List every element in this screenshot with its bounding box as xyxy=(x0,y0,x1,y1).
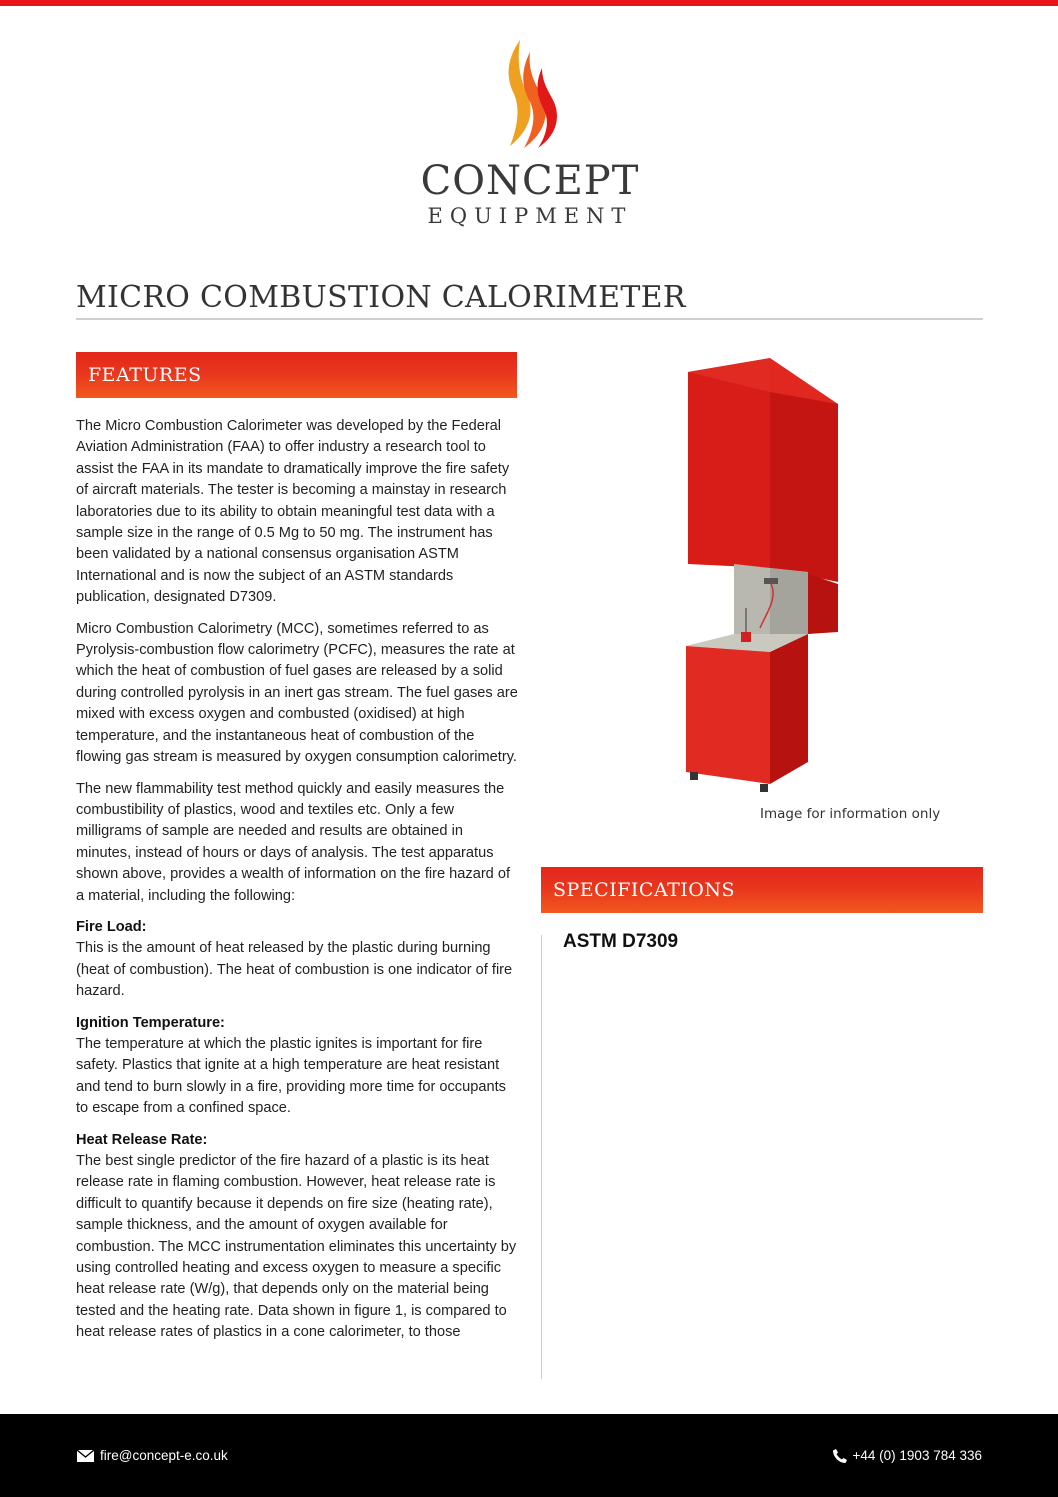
feature-item xyxy=(76,1130,521,1344)
top-accent-bar xyxy=(0,0,1058,6)
features-paragraph: The Micro Combustion Calorimeter was developed by the Federal Aviation Administration (FAA) to offer industry a research tool to assist the FAA in its mandate to dramatically improve the fire safety of aircraft materials. The tester is becoming a mainstay in research laboratories due to its ability to obtain meaningful test data with a sample size in the range of 0.5 Mg to 50 mg. The instrument has been validated by a national consensus organisation ASTM International and is now the subject of an ASTM standards publication, designated D7309. xyxy=(76,418,510,606)
feature-item-label: Fire Load: xyxy=(76,918,147,935)
specifications-heading: SPECIFICATIONS xyxy=(541,867,983,913)
footer-email[interactable] xyxy=(77,1448,228,1463)
feature-item-text: The temperature at which the plastic ignites is important for fire safety. Plastics that ignite at a high temperature are heat resistant and tend to burn slowly in a fire, providing more time for occupants to escape from a confined space. xyxy=(76,1035,506,1117)
envelope-icon xyxy=(77,1450,94,1462)
footer-phone[interactable] xyxy=(833,1448,982,1463)
footer xyxy=(0,1414,1058,1497)
flame-logo-icon xyxy=(500,38,560,150)
features-paragraph: Micro Combustion Calorimetry (MCC), sometimes referred to as Pyrolysis-combustion flow calorimetry (PCFC), measures the rate at which the heat of combustion of fuel gases are released by a solid during controlled pyrolysis in an inert gas stream. The fuel gases are mixed with excess oxygen and combusted (oxidised) at high temperature, and the instantaneous heat of combustion of the flowing gas stream is measured by oxygen consumption calorimetry. xyxy=(76,620,518,766)
feature-item-label: Heat Release Rate: xyxy=(76,1131,208,1148)
phone-icon xyxy=(833,1449,847,1463)
footer-email-text[interactable]: fire@concept-e.co.uk xyxy=(100,1448,228,1463)
page-title: MICRO COMBUSTION CALORIMETER xyxy=(76,280,686,315)
brand-name-line1: CONCEPT xyxy=(420,158,640,204)
features-paragraph: The new flammability test method quickly and easily measures the combustibility of plastics, wood and textiles etc. Only a few milligrams of sample are needed and results are obtained in minutes, instead of hours or days of analysis. The test apparatus shown above, provides a wealth of information on the fire hazard of a material, including the following: xyxy=(76,780,511,904)
brand-name-line2: EQUIPMENT xyxy=(427,204,633,228)
specifications-divider xyxy=(541,935,542,1379)
image-caption: Image for information only xyxy=(760,806,941,822)
feature-item-label: Ignition Temperature: xyxy=(76,1014,225,1031)
feature-item xyxy=(76,1013,521,1120)
product-image xyxy=(620,352,982,797)
features-body xyxy=(76,416,521,1354)
features-heading: FEATURES xyxy=(76,352,517,398)
feature-item xyxy=(76,917,521,1003)
brand-logo xyxy=(400,38,660,238)
specification-standard: ASTM D7309 xyxy=(563,931,679,952)
feature-item-text: This is the amount of heat released by the plastic during burning (heat of combustion). The heat of combustion is one indicator of fire hazard. xyxy=(76,940,513,1000)
feature-item-text: The best single predictor of the fire hazard of a plastic is its heat release rate in flaming combustion. However, heat release rate is difficult to quantify because it depends on fire size (heating rate), sample thickness, and the amount of oxygen available for combustion. The MCC instrumentation eliminates this uncertainty by using controlled heating and excess oxygen to measure a specific heat release rate (W/g), that depends only on the material being tested and the heating rate. Data shown in figure 1, is compared to heat release rates of plastics in a cone calorimeter, to those xyxy=(76,1153,517,1341)
footer-phone-text[interactable]: +44 (0) 1903 784 336 xyxy=(852,1448,982,1463)
title-divider xyxy=(76,318,983,320)
